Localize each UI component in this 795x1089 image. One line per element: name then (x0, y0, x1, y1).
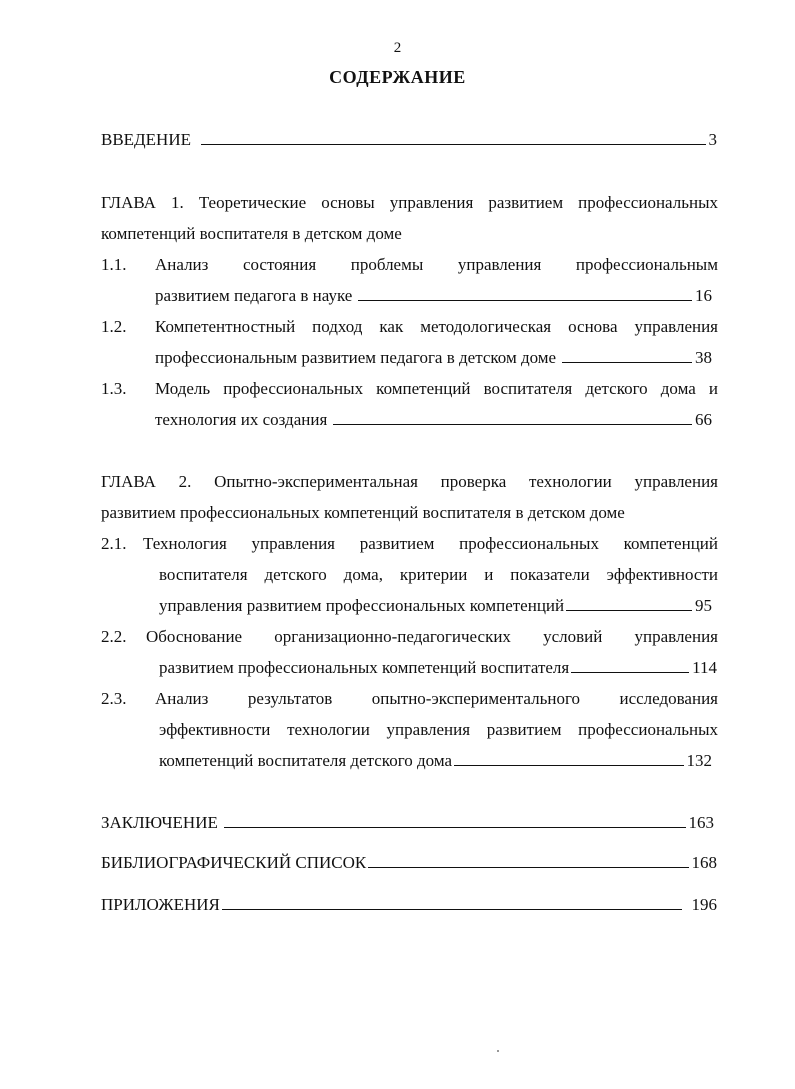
toc-entry-section-1-1[interactable] (155, 286, 712, 306)
section-1-2-title-line-1[interactable]: Компетентностный подход как методологическая основа управления (155, 317, 718, 336)
chapter-2-heading-line-2[interactable]: развитием профессиональных компетенций воспитателя в детском доме (101, 503, 625, 522)
toc-entry-page: 196 (691, 895, 717, 914)
page-number: 2 (393, 40, 402, 56)
toc-entry-label: ПРИЛОЖЕНИЯ (101, 895, 220, 914)
dot-leader (358, 286, 692, 301)
toc-entry-page: 114 (692, 658, 717, 677)
dot-leader (454, 751, 683, 766)
toc-entry-appendices[interactable] (101, 895, 717, 915)
toc-entry-conclusion[interactable] (101, 813, 714, 833)
toc-entry-page: 66 (695, 410, 712, 429)
toc-entry-page: 132 (686, 751, 712, 770)
chapter-1-heading-line-2[interactable]: компетенций воспитателя в детском доме (101, 224, 402, 243)
toc-entry-label: ВВЕДЕНИЕ (101, 130, 191, 149)
dot-leader (566, 596, 692, 611)
chapter-2-heading-line-1[interactable]: ГЛАВА 2. Опытно-экспериментальная проверка технологии управления (101, 472, 718, 491)
section-number-1-3: 1.3. (101, 379, 127, 398)
dot-leader (222, 895, 682, 910)
section-number-2-3: 2.3. (101, 689, 127, 708)
toc-entry-section-2-2[interactable] (159, 658, 717, 678)
toc-entry-section-1-3[interactable] (155, 410, 712, 430)
toc-entry-bibliography[interactable] (101, 853, 717, 873)
section-number-1-1: 1.1. (101, 255, 127, 274)
dot-leader (562, 348, 692, 363)
toc-entry-label: технология их создания (155, 410, 328, 429)
toc-entry-page: 168 (691, 853, 717, 872)
section-2-3-title-line-2[interactable]: эффективности технологии управления развитием профессиональных (159, 720, 718, 739)
section-number-2-1: 2.1. (101, 534, 127, 553)
scan-speck (497, 1050, 499, 1052)
section-number-1-2: 1.2. (101, 317, 127, 336)
dot-leader (333, 410, 692, 425)
toc-entry-label: развитием педагога в науке (155, 286, 353, 305)
toc-entry-introduction[interactable] (101, 130, 717, 150)
dot-leader (201, 130, 706, 145)
toc-entry-label: компетенций воспитателя детского дома (159, 751, 453, 770)
toc-entry-label: ЗАКЛЮЧЕНИЕ (101, 813, 218, 832)
toc-entry-page: 3 (708, 130, 717, 149)
section-2-1-title-line-1[interactable]: Технология управления развитием профессиональных компетенций (143, 534, 718, 553)
dot-leader (571, 658, 689, 673)
toc-entry-section-2-1[interactable] (159, 596, 712, 616)
toc-entry-label: БИБЛИОГРАФИЧЕСКИЙ СПИСОК (101, 853, 367, 872)
toc-entry-page: 95 (695, 596, 712, 615)
section-2-3-title-line-1[interactable]: Анализ результатов опытно-экспериментального исследования (155, 689, 718, 708)
dot-leader (368, 853, 688, 868)
toc-entry-page: 16 (695, 286, 712, 305)
toc-entry-page: 38 (695, 348, 712, 367)
section-2-1-title-line-2[interactable]: воспитателя детского дома, критерии и показатели эффективности (159, 565, 718, 584)
section-2-2-title-line-1[interactable]: Обоснование организационно-педагогических условий управления (146, 627, 718, 646)
toc-entry-label: профессиональным развитием педагога в детском доме (155, 348, 557, 367)
toc-entry-section-1-2[interactable] (155, 348, 712, 368)
section-1-3-title-line-1[interactable]: Модель профессиональных компетенций воспитателя детского дома и (155, 379, 718, 398)
chapter-1-heading-line-1[interactable]: ГЛАВА 1. Теоретические основы управления развитием профессиональных (101, 193, 718, 212)
section-number-2-2: 2.2. (101, 627, 127, 646)
page-title: СОДЕРЖАНИЕ (329, 67, 466, 87)
toc-entry-label: управления развитием профессиональных компетенций (159, 596, 565, 615)
toc-entry-section-2-3[interactable] (159, 751, 712, 771)
toc-entry-label: развитием профессиональных компетенций воспитателя (159, 658, 570, 677)
section-1-1-title-line-1[interactable]: Анализ состояния проблемы управления профессиональным (155, 255, 718, 274)
toc-entry-page: 163 (688, 813, 714, 832)
dot-leader (224, 813, 686, 828)
